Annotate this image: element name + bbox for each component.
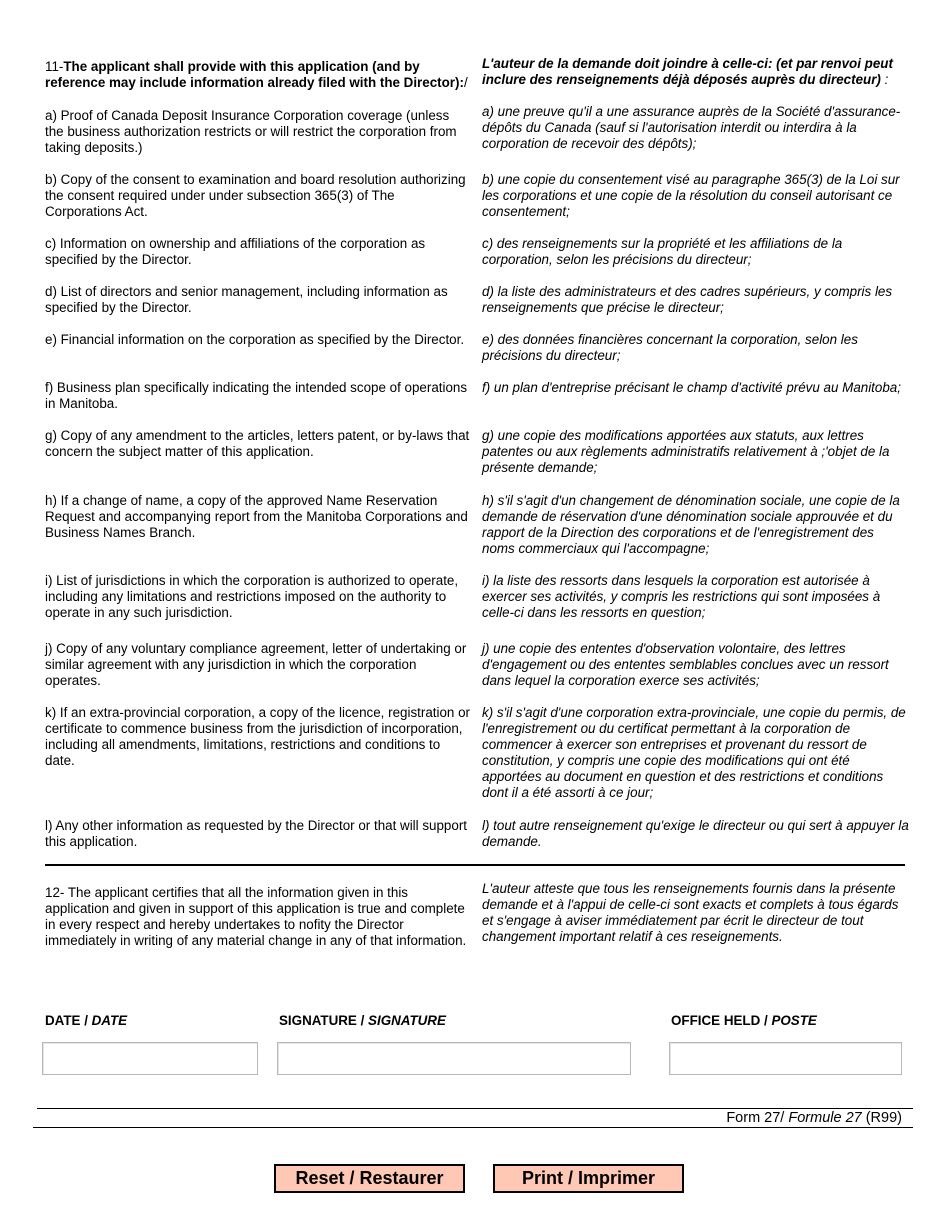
item-l-fr: l) tout autre renseignement qu'exige le directeur ou qui sert à appuyer la demande. — [482, 818, 909, 849]
signature-label: SIGNATURE / SIGNATURE — [279, 1013, 446, 1028]
section-11-heading-fr — [482, 56, 910, 88]
office-held-label: OFFICE HELD / POSTE — [671, 1013, 817, 1028]
item-j-en: j) Copy of any voluntary compliance agreement, letter of undertaking or similar agreement with any jurisdiction in which the corporation operates. — [45, 641, 467, 688]
item-h-fr: h) s'il s'agit d'un changement de dénomination sociale, une copie de la demande de réservation d'une dénomination sociale approuvée et du rapport de la Direction des corporations et de l'enregistrement des noms commerciaux qui l'accompagne; — [482, 493, 900, 556]
item-i-fr: i) la liste des ressorts dans lesquels la corporation est autorisée à exercer ses activités, y compris les restrictions qui sont imposées à celle-ci dans les ressorts en question; — [482, 573, 881, 620]
item-k-en: k) If an extra-provincial corporation, a copy of the licence, registration or certificate to commence business from the jurisdiction of incorporation, including all amendments, limitations, restrictions and conditions to date. — [45, 705, 470, 768]
signature-field[interactable] — [277, 1042, 631, 1075]
footer-rule-top — [37, 1108, 913, 1109]
section-heading-tail-fr: : — [880, 72, 889, 87]
print-button[interactable]: Print / Imprimer — [493, 1164, 684, 1193]
item-l-en: l) Any other information as requested by the Director or that will support this application. — [45, 818, 468, 849]
item-i-en: i) List of jurisdictions in which the corporation is authorized to operate, including any limitations and restrictions imposed on the authority to operate in any such jurisdiction. — [45, 573, 459, 620]
item-a-fr: a) une preuve qu'il a une assurance auprès de la Société d'assurance-dépôts du Canada (sauf si l'autorisation interdit ou interdira à la corporation de recevoir des dépôts); — [482, 104, 901, 151]
item-b-fr: b) une copie du consentement visé au paragraphe 365(3) de la Loi sur les corporations et une copie de la résolution du conseil autorisant ce consentement; — [482, 172, 900, 219]
section-11-heading-en — [45, 59, 470, 91]
item-k-fr: k) s'il s'agit d'une corporation extra-provinciale, une copie du permis, de l'enregistrement ou du certificat permettant à la corporation de commencer à exercer son entreprises et provenant du ressort de constitution, y compris une copie des modifications qui ont été apportées au document en question et des restrictions et conditions dont il a été assorti à ce jour; — [482, 705, 906, 800]
item-d-fr: d) la liste des administrateurs et des cadres supérieurs, y compris les renseignements que précise le directeur; — [482, 284, 893, 315]
item-d-en: d) List of directors and senior management, including information as specified by the Director. — [45, 284, 448, 315]
item-f-fr: f) un plan d'entreprise précisant le champ d'activité prévu au Manitoba; — [482, 380, 901, 395]
footer-rule-bottom — [33, 1127, 913, 1128]
section-heading-text: The applicant shall provide with this application (and by reference may include information already filed with the Director): — [45, 59, 464, 90]
section-12-certification-en: 12- The applicant certifies that all the information given in this application and given in support of this application is true and complete in every respect and hereby undertakes to nofity the Director immediately in writing of any material change in any of that information. — [45, 885, 467, 948]
reset-button[interactable]: Reset / Restaurer — [274, 1164, 465, 1193]
item-f-en: f) Business plan specifically indicating the intended scope of operations in Manitoba. — [45, 380, 468, 411]
item-g-en: g) Copy of any amendment to the articles, letters patent, or by-laws that concern the subject matter of this application. — [45, 428, 470, 459]
section-heading-tail: / — [463, 75, 468, 90]
section-number: 11- — [45, 59, 64, 74]
item-c-fr: c) des renseignements sur la propriété et les affiliations de la corporation, selon les précisions du directeur; — [482, 236, 843, 267]
section-divider — [45, 864, 905, 866]
date-label: DATE / DATE — [45, 1013, 128, 1028]
item-g-fr: g) une copie des modifications apportées aux statuts, aux lettres patentes ou aux règlements administratifs relativement à ;'objet de la présente demande; — [482, 428, 890, 475]
form-number: Form 27/ Formule 27 (R99) — [726, 1110, 902, 1126]
item-h-en: h) If a change of name, a copy of the approved Name Reservation Request and accompanying report from the Manitoba Corporations and Business Names Branch. — [45, 493, 468, 540]
item-c-en: c) Information on ownership and affiliations of the corporation as specified by the Director. — [45, 236, 426, 267]
item-e-en: e) Financial information on the corporation as specified by the Director. — [45, 332, 465, 347]
item-b-en: b) Copy of the consent to examination and board resolution authorizing the consent required under under subsection 365(3) of The Corporations Act. — [45, 172, 466, 219]
section-12-certification-fr: L'auteur atteste que tous les renseignements fournis dans la présente demande et à l'appui de celle-ci sont exacts et complets à tous égards et s'engage à aviser immédiatement par écrit le directeur de tout changement important relatif à ces reseignements. — [482, 881, 899, 944]
item-e-fr: e) des données financières concernant la corporation, selon les précisions du directeur; — [482, 332, 858, 363]
date-field[interactable] — [42, 1042, 258, 1075]
section-heading-text-fr: L'auteur de la demande doit joindre à celle-ci: (et par renvoi peut inclure des renseignements déjà déposés auprès du directeur) — [482, 56, 893, 87]
office-held-field[interactable] — [669, 1042, 902, 1075]
item-j-fr: j) une copie des ententes d'observation volontaire, des lettres d'engagement ou des ententes semblables conclues avec un ressort dans lequel la corporation exerce ses activités; — [482, 641, 889, 688]
item-a-en: a) Proof of Canada Deposit Insurance Corporation coverage (unless the business authorization restricts or will restrict the corporation from taking deposits.) — [45, 108, 457, 155]
